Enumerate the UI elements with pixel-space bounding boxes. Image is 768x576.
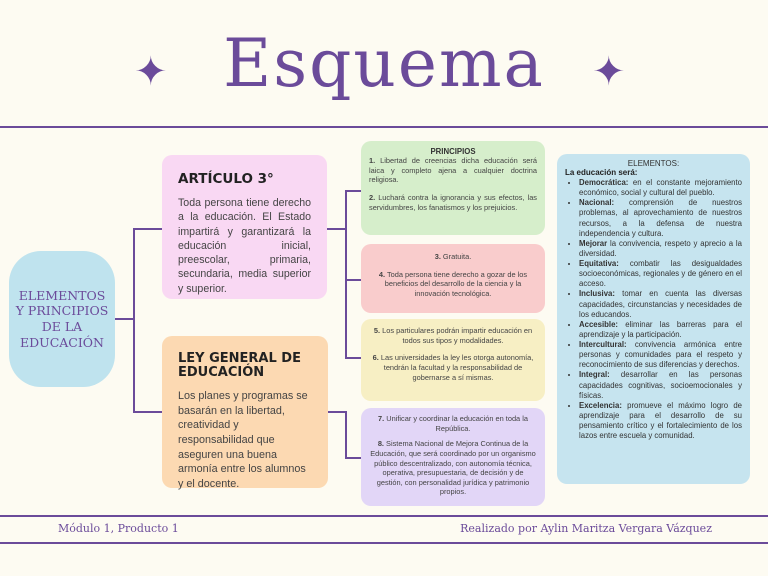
connector-ley [133,411,163,413]
elemento-equitativa: • Equitativa: combatir las desigualdades socioeconómicas, regionales y de género en el acceso. [579,259,742,289]
elemento-nacional: • Nacional: comprensión de nuestros problemas, al aprovechamiento de nuestros recursos, a la defensa de nuestra independencia y cultura. [579,198,742,239]
connector-pink [345,279,361,281]
ley-body: Los planes y programas se basarán en la libertad, creatividad y responsabilidad que aseguren una buena armonía entre los alumnos y el docente. [178,390,308,490]
connector-root [115,318,134,320]
connector-vertical-ley [345,411,347,458]
elementos-heading: ELEMENTOS: [627,159,680,168]
page-title: Esquema [223,25,545,102]
elemento-excelencia: • Excelencia: promueve el máximo logro de aprendizaje para el desarrollo de su pensamiento crítico y el fortalecimiento de los lazos entre escuela y comunidad. [579,401,742,442]
sparkle-left-icon: ✦ [134,50,168,94]
elementos-intro: La educación será: [565,168,638,177]
connector-green [345,190,361,192]
sparkle-right-icon: ✦ [592,50,626,94]
elemento-mejorar: • Mejorar la convivencia, respeto y aprecio a la diversidad. [579,239,742,259]
header-divider [0,126,768,128]
footer-left: Módulo 1, Producto 1 [58,522,179,535]
elementos-card [557,154,750,484]
connector-purple [345,457,361,459]
connector-yellow [345,357,361,359]
principios-heading: PRINCIPIOS [430,147,476,156]
elemento-inclusiva: • Inclusiva: tomar en cuenta las diversas capacidades, circunstancias y necesidades de los educandos. [579,289,742,319]
footer-divider-bottom [0,542,768,544]
connector-vertical-articulo [345,190,347,358]
elemento-democratica: • Democrática: en el constante mejoramiento económico, social y cultural del pueblo. [579,178,742,198]
footer-right: Realizado por Aylin Maritza Vergara Vázquez [460,522,712,535]
principle-7: 7. Unificar y coordinar la educación en toda la República. [378,414,528,433]
connector-vertical-left [133,228,135,412]
principios-purple-card [361,408,545,506]
connector-articulo-right [327,228,345,230]
articulo-body: Toda persona tiene derecho a la educación. El Estado impartirá y garantizará la educación inicial, preescolar, primaria, secundaria, media superior y superior. [178,197,311,295]
principle-3: 3. Gratuita. [434,252,472,261]
principle-4: 4. Toda persona tiene derecho a gozar de los beneficios del desarrollo de la ciencia y la innovación tecnológica. [378,269,528,298]
principios-yellow-card [361,319,545,401]
elemento-intercultural: • Intercultural: convivencia armónica entre personas y comunidades para el respeto y reconocimiento de sus diferencias y derechos. [579,340,742,370]
articulo-card [162,155,327,299]
footer-divider-top [0,515,768,517]
elemento-accesible: • Accesible: eliminar las barreras para el aprendizaje y la participación. [579,320,742,340]
principios-pink-card [361,244,545,313]
ley-card [162,336,328,488]
principle-8: 8. Sistema Nacional de Mejora Continua de la Educación, que será coordinado por un organismo público descentralizado, con autonomía técnica, operativa, presupuestaria, de decisión y de gestión, con personalidad jurídica y patrimonio propios. [370,439,536,497]
principle-1: 1. Libertad de creencias dicha educación será laica y completo ajena a cualquier doctrina religiosa. [369,156,537,185]
root-node: ELEMENTOS Y PRINCIPIOS DE LA EDUCACIÓN [9,251,115,387]
principle-6: 6. Las universidades la ley les otorga autonomía, tendrán la facultad y la responsabilidad de gobernarse a sí mismas. [372,353,534,382]
principle-5: 5. Los particulares podrán impartir educación en todos sus tipos y modalidades. [373,326,533,345]
connector-articulo [133,228,163,230]
elemento-integral: • Integral: desarrollar en las personas capacidades cognitivas, socioemocionales y físicas. [579,370,742,400]
elementos-list [565,178,742,441]
ley-title: LEY GENERAL DE EDUCACIÓN [178,351,301,380]
articulo-title: ARTÍCULO 3° [178,171,274,187]
principle-2: 2. Luchará contra la ignorancia y sus efectos, las servidumbres, los fanatismos y los prejuicios. [369,192,537,212]
principios-green-card [361,141,545,235]
connector-ley-right [327,411,345,413]
